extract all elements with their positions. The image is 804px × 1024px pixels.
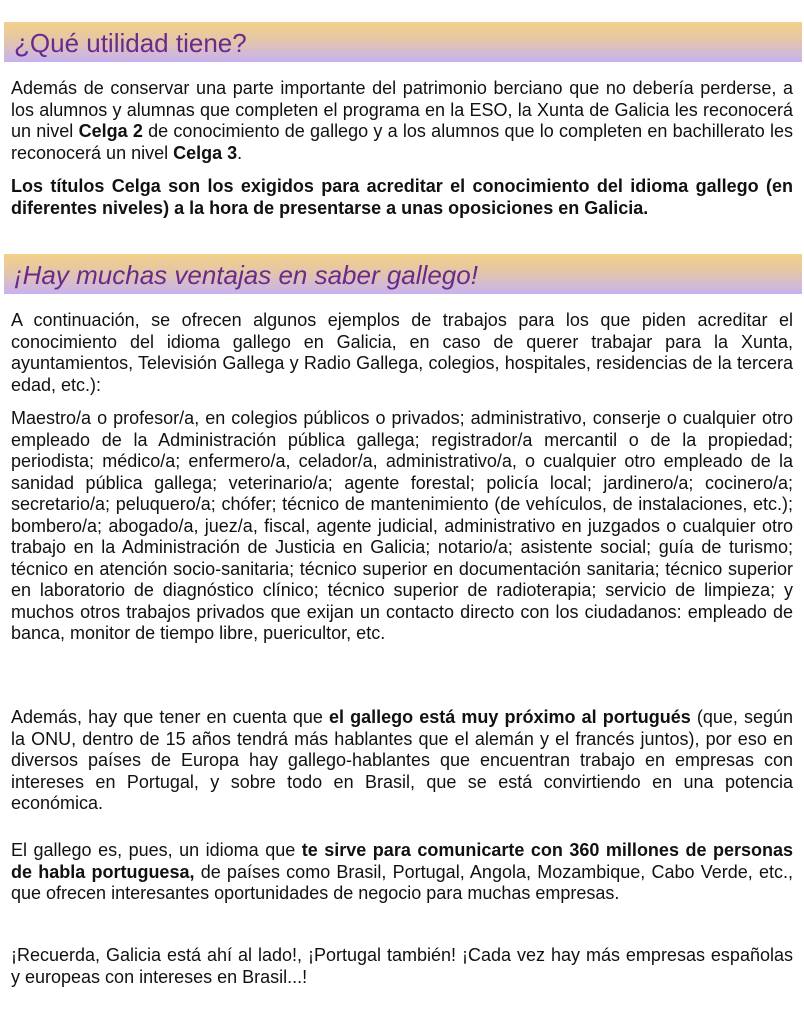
text-run: Los títulos Celga son los exigidos para acreditar el conocimiento del idioma gallego (en diferentes niveles) a la hora de presentarse a unas oposiciones en Galicia. (11, 176, 793, 218)
section-title-ventajas: ¡Hay muchas ventajas en saber gallego! (14, 260, 478, 290)
bold-celga-3: Celga 3 (173, 142, 238, 163)
text-run: Además de conservar una parte importante del patrimonio berciano que no debería perderse, a los alumnos y alumnas que completen el programa en la ESO, la Xunta de Galicia les reconocerá un nivel (11, 78, 793, 141)
section-banner-utilidad (4, 22, 802, 62)
bold-360-million: te sirve para comunicarte con 360 millones de personas de habla portuguesa, (11, 840, 794, 882)
text-run: El gallego es, pues, un idioma que (11, 840, 302, 860)
bold-celga-2: Celga 2 (78, 121, 143, 141)
text-run: . (237, 142, 243, 163)
paragraph-celga-levels (11, 78, 793, 164)
paragraph-celga-titles (11, 176, 793, 219)
section-title-utilidad: ¿Qué utilidad tiene? (14, 28, 247, 58)
paragraph-360-million (11, 840, 793, 905)
paragraph-job-list: Maestro/a o profesor/a, en colegios públicos o privados; administrativo, conserje o cualquier otro empleado de la Administración pública gallega; registrador/a mercantil o de la propiedad; periodista; médico/a; enfermero/a, celador/a, administrativo/a, o cualquier otro empleado de la sanidad pública gallega; veterinario/a; agente forestal; policía local; jardinero/a; cocinero/a; secretario/a; peluquero/a; chófer; técnico de mantenimiento (de vehículos, de instalaciones, etc.); bombero/a; abogado/a, juez/a, fiscal, agente judicial, administrativo en juzgados o cualquier otro trabajo en la Administración de Justicia en Galicia; notario/a; asistente social; guía de turismo; técnico en atención socio-sanitaria; técnico superior en documentación sanitaria; técnico superior en laboratorio de diagnóstico clínico; técnico superior de radioterapia; servicio de limpieza; y muchos otros trabajos privados que exijan un contacto directo con los ciudadanos: empleado de banca, monitor de tiempo libre, puericultor, etc. (11, 408, 793, 643)
text-run: Además, hay que tener en cuenta que (11, 707, 329, 727)
text-run: (que, según la ONU, dentro de 15 años tendrá más hablantes que el alemán y el francés juntos), por eso en diversos países de Europa hay gallego-hablantes que encuentran trabajo en empresas con intereses en Portugal, y sobre todo en Brasil, que se está convirtiendo en una potencia económica. (11, 707, 794, 813)
section-banner-ventajas (4, 254, 802, 294)
paragraph-portuguese (11, 707, 793, 815)
text-run: de países como Brasil, Portugal, Angola, Mozambique, Cabo Verde, etc., que ofrecen interesantes oportunidades de negocio para muchas empresas. (11, 861, 793, 903)
text-run: de conocimiento de gallego y a los alumnos que lo completen en bachillerato les reconocerá un nivel (11, 121, 793, 163)
bold-portuguese-close: el gallego está muy próximo al portugués (328, 707, 691, 727)
paragraph-recuerda: ¡Recuerda, Galicia está ahí al lado!, ¡Portugal también! ¡Cada vez hay más empresas españolas y europeas con intereses en Brasil...! (11, 945, 793, 987)
paragraph-job-intro: A continuación, se ofrecen algunos ejemplos de trabajos para los que piden acreditar el conocimiento del idioma gallego en Galicia, en caso de querer trabajar para la Xunta, ayuntamientos, Televisión Gallega y Radio Gallega, colegios, hospitales, residencias de la tercera edad, etc.): (11, 310, 793, 395)
